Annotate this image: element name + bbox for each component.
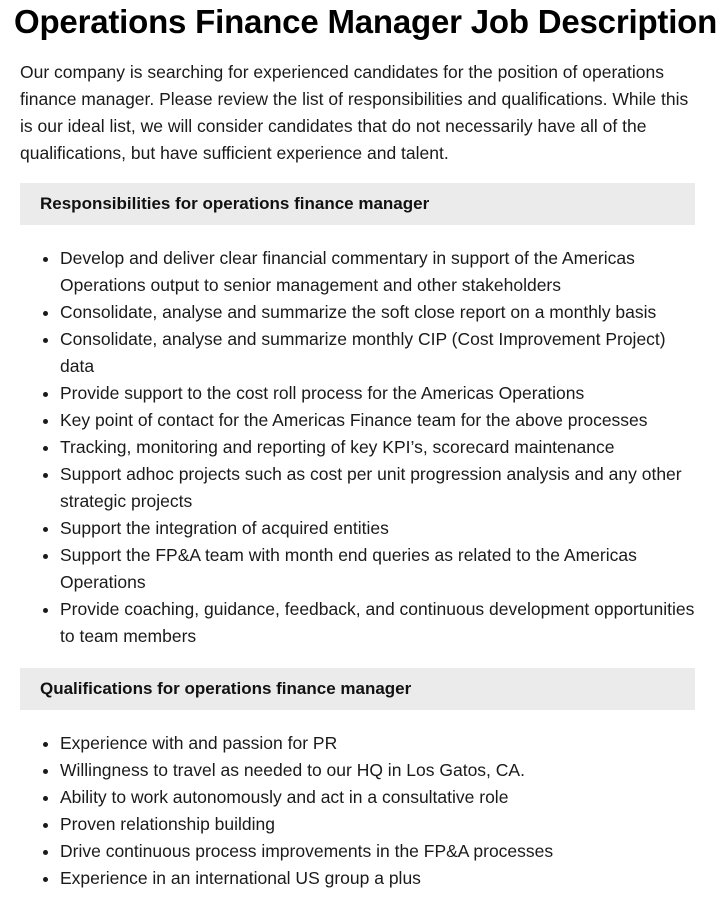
list-item: • Willingness to travel as needed to our HQ in Los Gatos, CA.	[60, 757, 695, 784]
intro-paragraph: Our company is searching for experienced candidates for the position of operations finance manager. Please review the list of responsibilities and qualifications. While this is our ideal list, we will consider candidates that do not necessarily have all of the qualifications, but have sufficient experience and talent.	[20, 62, 689, 163]
list-item: • Experience with and passion for PR	[60, 730, 695, 757]
list-item: • Support the FP&A team with month end queries as related to the Americas Operations	[60, 542, 695, 596]
responsibilities-heading: Responsibilities for operations finance manager	[20, 183, 695, 225]
list-item: • Consolidate, analyse and summarize the soft close report on a monthly basis	[60, 299, 695, 326]
responsibilities-list	[20, 245, 695, 650]
list-item: • Drive continuous process improvements in the FP&A processes	[60, 838, 695, 865]
qualifications-heading: Qualifications for operations finance manager	[20, 668, 695, 710]
list-item: • Experience in an international US group a plus	[60, 865, 695, 892]
page-title: Operations Finance Manager Job Description	[14, 3, 718, 40]
list-item: • Ability to work autonomously and act in a consultative role	[60, 784, 695, 811]
qualifications-list	[20, 730, 695, 892]
list-item: • Key point of contact for the Americas Finance team for the above processes	[60, 407, 695, 434]
list-item: • Tracking, monitoring and reporting of key KPI’s, scorecard maintenance	[60, 434, 695, 461]
list-item: • Consolidate, analyse and summarize monthly CIP (Cost Improvement Project) data	[60, 326, 695, 380]
list-item: • Proven relationship building	[60, 811, 695, 838]
list-item: • Support the integration of acquired entities	[60, 515, 695, 542]
list-item: • Develop and deliver clear financial commentary in support of the Americas Operations output to senior management and other stakeholders	[60, 245, 695, 299]
list-item: • Support adhoc projects such as cost per unit progression analysis and any other strategic projects	[60, 461, 695, 515]
list-item: • Provide coaching, guidance, feedback, and continuous development opportunities to team members	[60, 596, 695, 650]
list-item: • Provide support to the cost roll process for the Americas Operations	[60, 380, 695, 407]
